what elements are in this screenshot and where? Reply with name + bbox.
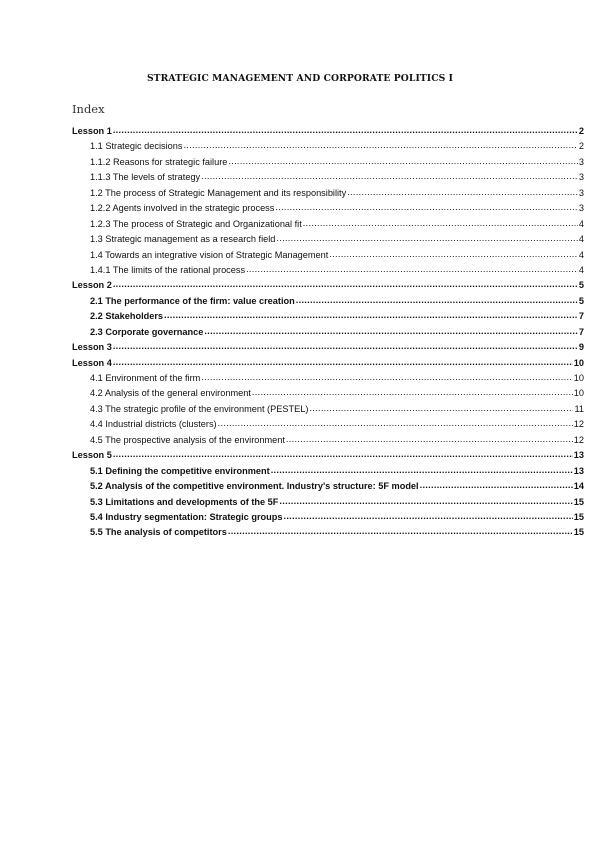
toc-entry[interactable] bbox=[72, 170, 584, 185]
toc-entry-page: 10 bbox=[573, 357, 584, 368]
toc-entry-label: 5.5 The analysis of competitors bbox=[90, 527, 227, 538]
toc-entry[interactable] bbox=[72, 340, 584, 355]
toc-entry[interactable] bbox=[72, 139, 584, 154]
toc-dot-leader bbox=[296, 294, 578, 308]
toc-entry-page: 15 bbox=[573, 496, 584, 507]
toc-entry-label: 1.4.1 The limits of the rational process bbox=[90, 264, 246, 275]
toc-entry-label: 2.3 Corporate governance bbox=[90, 326, 204, 337]
toc-dot-leader bbox=[113, 340, 578, 354]
toc-entry[interactable] bbox=[72, 386, 584, 401]
table-of-contents bbox=[72, 124, 584, 541]
toc-dot-leader bbox=[275, 201, 578, 215]
toc-entry-label: 1.1 Strategic decisions bbox=[90, 141, 183, 152]
toc-entry[interactable] bbox=[72, 510, 584, 525]
toc-entry[interactable] bbox=[72, 448, 584, 463]
toc-entry-page: 13 bbox=[573, 465, 584, 476]
toc-entry[interactable] bbox=[72, 201, 584, 216]
toc-dot-leader bbox=[246, 263, 578, 277]
toc-entry-page: 14 bbox=[573, 481, 584, 492]
toc-dot-leader bbox=[113, 356, 573, 370]
toc-entry-page: 2 bbox=[578, 126, 584, 136]
toc-entry[interactable] bbox=[72, 232, 584, 247]
toc-dot-leader bbox=[420, 479, 573, 493]
toc-dot-leader bbox=[279, 495, 572, 509]
toc-entry-label: 1.3 Strategic management as a research field bbox=[90, 234, 276, 245]
toc-dot-leader bbox=[218, 417, 573, 431]
toc-entry[interactable] bbox=[72, 278, 584, 293]
toc-dot-leader bbox=[183, 139, 577, 153]
toc-entry-label: 1.1.3 The levels of strategy bbox=[90, 172, 201, 183]
toc-entry-label: 2.1 The performance of the firm: value creation bbox=[90, 295, 295, 306]
toc-entry[interactable] bbox=[72, 525, 584, 540]
toc-entry-label: 4.5 The prospective analysis of the environment bbox=[90, 434, 285, 445]
toc-dot-leader bbox=[228, 525, 573, 539]
toc-entry[interactable] bbox=[72, 263, 584, 278]
toc-entry[interactable] bbox=[72, 309, 584, 324]
toc-entry-label: Lesson 3 bbox=[72, 342, 112, 353]
toc-entry-label: 5.1 Defining the competitive environment bbox=[90, 465, 270, 476]
toc-entry-page: 9 bbox=[578, 342, 584, 353]
toc-dot-leader bbox=[283, 510, 572, 524]
toc-entry[interactable] bbox=[72, 155, 584, 170]
toc-dot-leader bbox=[252, 386, 573, 400]
toc-entry-label: Lesson 1 bbox=[72, 126, 112, 136]
toc-entry-page: 5 bbox=[578, 295, 584, 306]
toc-entry-label: 4.2 Analysis of the general environment bbox=[90, 388, 251, 399]
toc-dot-leader bbox=[113, 278, 578, 292]
toc-entry[interactable] bbox=[72, 124, 584, 139]
toc-entry-page: 4 bbox=[578, 264, 584, 275]
toc-entry-page: 2 bbox=[578, 141, 584, 152]
toc-entry-label: 4.4 Industrial districts (clusters) bbox=[90, 419, 217, 430]
toc-entry-page: 10 bbox=[573, 388, 584, 399]
toc-entry[interactable] bbox=[72, 417, 584, 432]
toc-entry-label: 2.2 Stakeholders bbox=[90, 311, 164, 322]
toc-entry-label: 5.4 Industry segmentation: Strategic groups bbox=[90, 511, 283, 522]
toc-entry[interactable] bbox=[72, 464, 584, 479]
toc-dot-leader bbox=[276, 232, 577, 246]
toc-entry-page: 3 bbox=[578, 172, 584, 183]
toc-dot-leader bbox=[204, 325, 578, 339]
toc-dot-leader bbox=[228, 155, 578, 169]
toc-entry-page: 4 bbox=[578, 218, 584, 229]
toc-dot-leader bbox=[201, 371, 572, 385]
toc-entry-label: 1.2 The process of Strategic Management and its responsibility bbox=[90, 187, 347, 198]
toc-entry-page: 15 bbox=[573, 511, 584, 522]
toc-entry-label: 4.3 The strategic profile of the environment (PESTEL) bbox=[90, 403, 309, 414]
toc-entry-label: 1.2.3 The process of Strategic and Organizational fit bbox=[90, 218, 302, 229]
toc-entry[interactable] bbox=[72, 402, 584, 417]
toc-entry-page: 4 bbox=[578, 249, 584, 260]
toc-entry[interactable] bbox=[72, 356, 584, 371]
toc-dot-leader bbox=[113, 448, 573, 462]
toc-entry-page: 3 bbox=[578, 203, 584, 214]
toc-entry-label: 4.1 Environment of the firm bbox=[90, 373, 201, 383]
toc-entry-page: 13 bbox=[573, 450, 584, 461]
toc-dot-leader bbox=[271, 464, 573, 478]
toc-entry-label: 5.3 Limitations and developments of the 5F bbox=[90, 496, 279, 507]
toc-entry-page: 3 bbox=[578, 156, 584, 167]
toc-entry-page: 7 bbox=[578, 326, 584, 337]
document-title: STRATEGIC MANAGEMENT AND CORPORATE POLITICS I bbox=[146, 73, 454, 84]
toc-dot-leader bbox=[164, 309, 578, 323]
toc-entry-label: 1.2.2 Agents involved in the strategic process bbox=[90, 203, 275, 214]
toc-entry-page: 12 bbox=[573, 419, 584, 430]
toc-entry[interactable] bbox=[72, 433, 584, 448]
toc-dot-leader bbox=[286, 433, 573, 447]
index-heading: Index bbox=[72, 102, 105, 116]
toc-entry-label: 5.2 Analysis of the competitive environment. Industry's structure: 5F model bbox=[90, 481, 419, 492]
toc-entry-label: Lesson 5 bbox=[72, 450, 112, 461]
toc-entry[interactable] bbox=[72, 479, 584, 494]
toc-dot-leader bbox=[113, 124, 578, 138]
toc-entry-page: 10 bbox=[573, 373, 584, 383]
toc-entry-label: 1.1.2 Reasons for strategic failure bbox=[90, 156, 228, 167]
toc-entry-page: 5 bbox=[578, 280, 584, 291]
toc-entry-label: 1.4 Towards an integrative vision of Strategic Management bbox=[90, 249, 329, 260]
toc-entry[interactable] bbox=[72, 217, 584, 232]
toc-entry-page: 7 bbox=[578, 311, 584, 322]
toc-entry[interactable] bbox=[72, 248, 584, 263]
toc-entry-label: Lesson 2 bbox=[72, 280, 112, 291]
toc-dot-leader bbox=[303, 217, 578, 231]
toc-entry-page: 11 bbox=[574, 403, 584, 414]
toc-entry-page: 4 bbox=[578, 234, 584, 245]
toc-entry[interactable] bbox=[72, 186, 584, 201]
toc-dot-leader bbox=[201, 170, 578, 184]
toc-entry[interactable] bbox=[72, 371, 584, 386]
toc-dot-leader bbox=[347, 186, 578, 200]
toc-entry-page: 15 bbox=[573, 527, 584, 538]
toc-dot-leader bbox=[309, 402, 573, 416]
toc-entry[interactable] bbox=[72, 325, 584, 340]
toc-entry[interactable] bbox=[72, 294, 584, 309]
toc-entry[interactable] bbox=[72, 495, 584, 510]
toc-entry-page: 3 bbox=[578, 187, 584, 198]
toc-dot-leader bbox=[329, 248, 578, 262]
toc-entry-label: Lesson 4 bbox=[72, 357, 112, 368]
toc-entry-page: 12 bbox=[573, 434, 584, 445]
